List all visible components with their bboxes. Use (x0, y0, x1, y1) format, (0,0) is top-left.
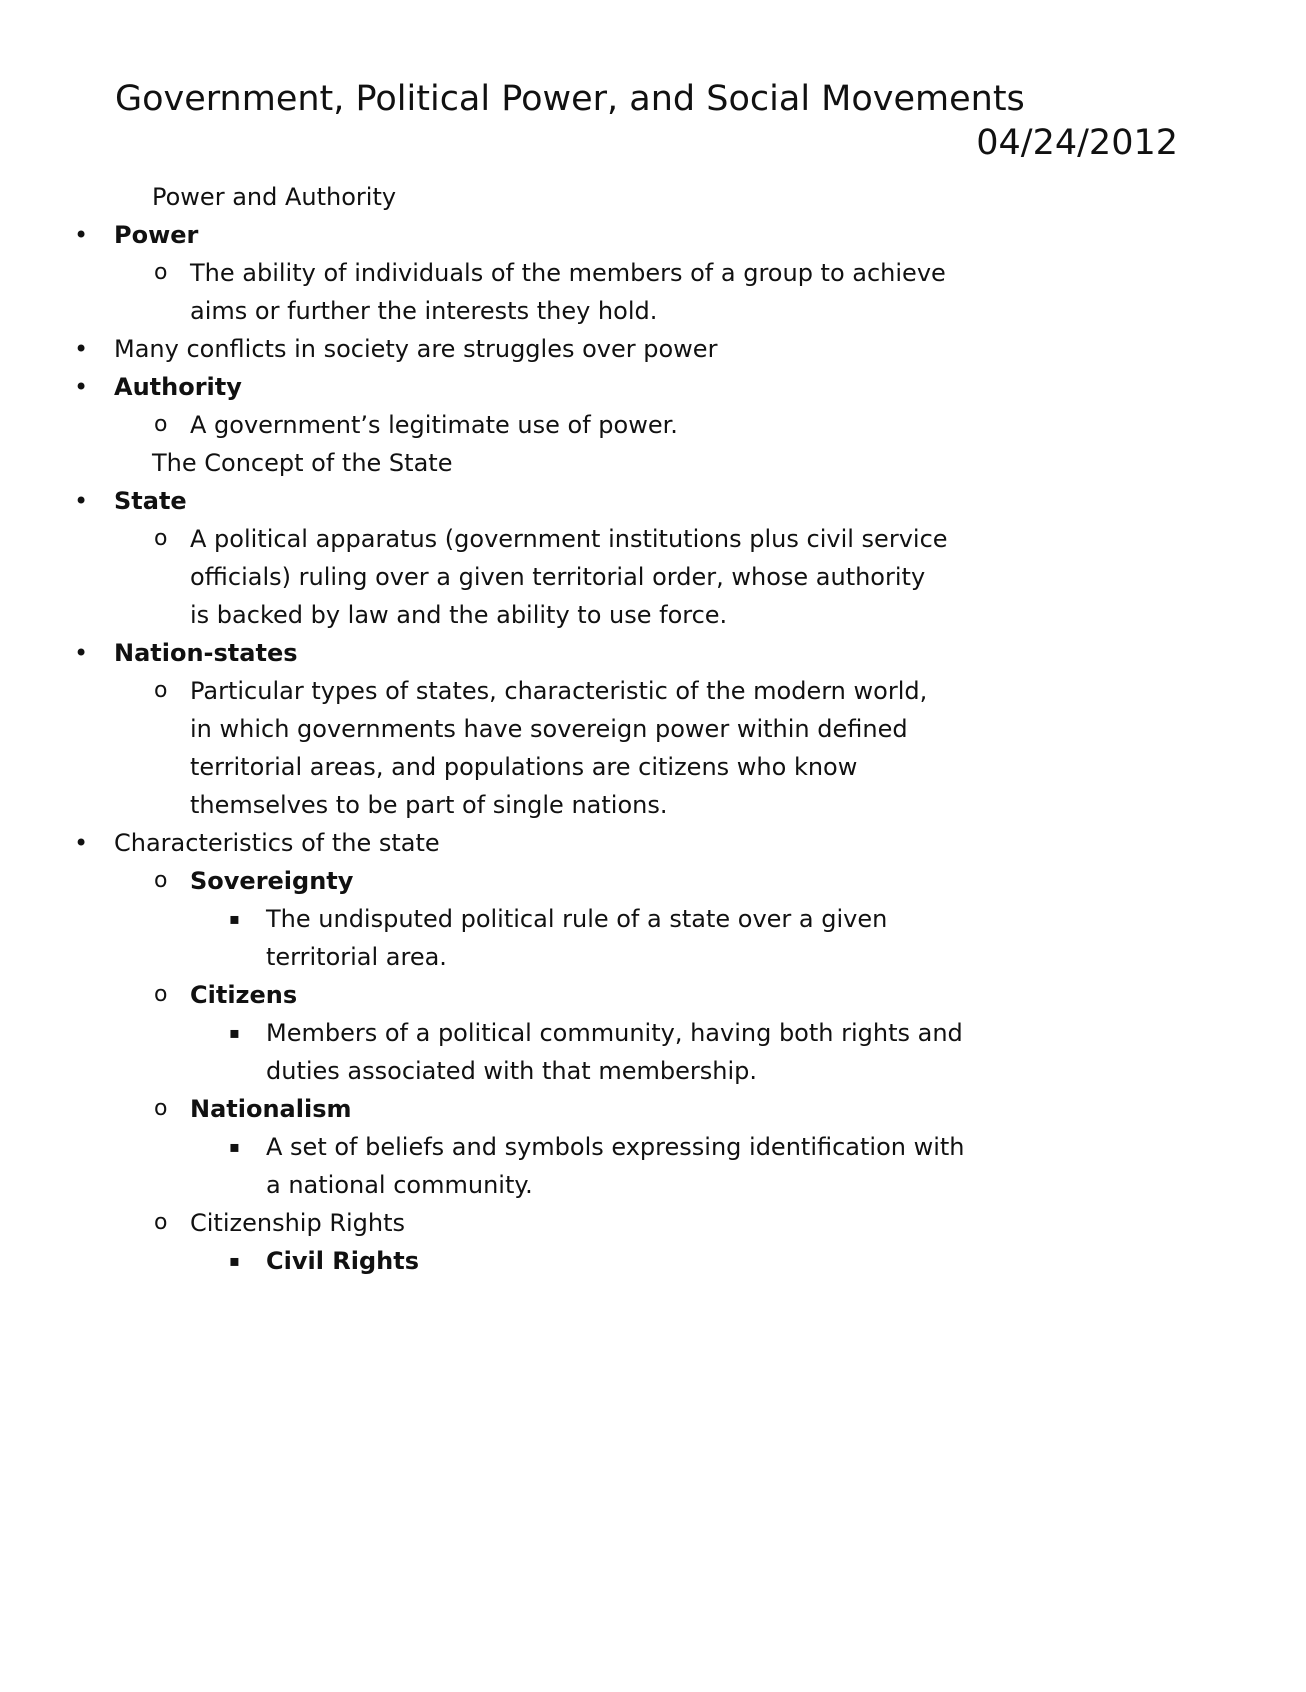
bullet-marker: • (74, 373, 89, 401)
definition-nation-states: Particular types of states, characteristic of the modern world, in which governments have sovereign power within defined territorial areas, and populations are citizens who know themselves to be part of single nations. (190, 677, 928, 819)
section-heading-concept-state: The Concept of the State (152, 449, 453, 477)
circle-marker: o (154, 412, 168, 437)
square-marker: ▪ (229, 1137, 240, 1156)
term-nationalism: Nationalism (190, 1095, 352, 1123)
bullet-marker: • (74, 221, 89, 249)
circle-marker: o (154, 1210, 168, 1235)
list-item-citizens-definition (0, 1014, 1152, 1090)
circle-marker: o (154, 1096, 168, 1121)
square-marker: ▪ (229, 909, 240, 928)
square-marker: ▪ (229, 1023, 240, 1042)
definition-sovereignty: The undisputed political rule of a state over a given territorial area. (266, 905, 888, 971)
text-citizenship-rights: Citizenship Rights (190, 1209, 406, 1237)
list-item-citizenship-rights (0, 1204, 1152, 1242)
list-item-power-definition (0, 254, 1152, 330)
list-item-state-definition (0, 520, 1152, 634)
definition-authority: A government’s legitimate use of power. (190, 411, 678, 439)
definition-power: The ability of individuals of the members of a group to achieve aims or further the interests they hold. (190, 259, 946, 325)
section-heading-power-authority: Power and Authority (152, 183, 397, 211)
term-nation-states: Nation-states (114, 639, 298, 667)
circle-marker: o (154, 526, 168, 551)
term-authority: Authority (114, 373, 242, 401)
list-item-sovereignty-definition (0, 900, 1152, 976)
square-marker: ▪ (229, 1251, 240, 1270)
list-item-power (0, 216, 1152, 254)
text-conflicts: Many conflicts in society are struggles over power (114, 335, 718, 363)
term-state: State (114, 487, 187, 515)
list-item-characteristics (0, 824, 1152, 862)
circle-marker: o (154, 982, 168, 1007)
list-item-nationalism (0, 1090, 1152, 1128)
text-characteristics: Characteristics of the state (114, 829, 440, 857)
list-item-state (0, 482, 1152, 520)
list-item-authority-definition (0, 406, 1152, 444)
circle-marker: o (154, 678, 168, 703)
definition-state: A political apparatus (government institutions plus civil service officials) ruling over a given territorial order, whose authority is backed by law and the ability to use force. (190, 525, 948, 629)
bullet-marker: • (74, 639, 89, 667)
circle-marker: o (154, 868, 168, 893)
list-item-citizens (0, 976, 1152, 1014)
document-date: 04/24/2012 (976, 123, 1178, 163)
definition-nationalism: A set of beliefs and symbols expressing identification with a national community. (266, 1133, 965, 1199)
list-item-nation-states (0, 634, 1152, 672)
list-item-civil-rights (0, 1242, 1152, 1280)
list-item-nation-states-definition (0, 672, 1152, 824)
circle-marker: o (154, 260, 168, 285)
bullet-marker: • (74, 335, 89, 363)
term-sovereignty: Sovereignty (190, 867, 354, 895)
definition-citizens: Members of a political community, having both rights and duties associated with that membership. (266, 1019, 963, 1085)
list-item-authority (0, 368, 1152, 406)
term-power: Power (114, 221, 199, 249)
document-body (74, 178, 1152, 1280)
document-title: Government, Political Power, and Social Movements (115, 79, 1025, 119)
list-item-conflicts (0, 330, 1152, 368)
bullet-marker: • (74, 487, 89, 515)
list-item-nationalism-definition (0, 1128, 1152, 1204)
term-civil-rights: Civil Rights (266, 1247, 420, 1275)
term-citizens: Citizens (190, 981, 298, 1009)
bullet-marker: • (74, 829, 89, 857)
list-item-sovereignty (0, 862, 1152, 900)
